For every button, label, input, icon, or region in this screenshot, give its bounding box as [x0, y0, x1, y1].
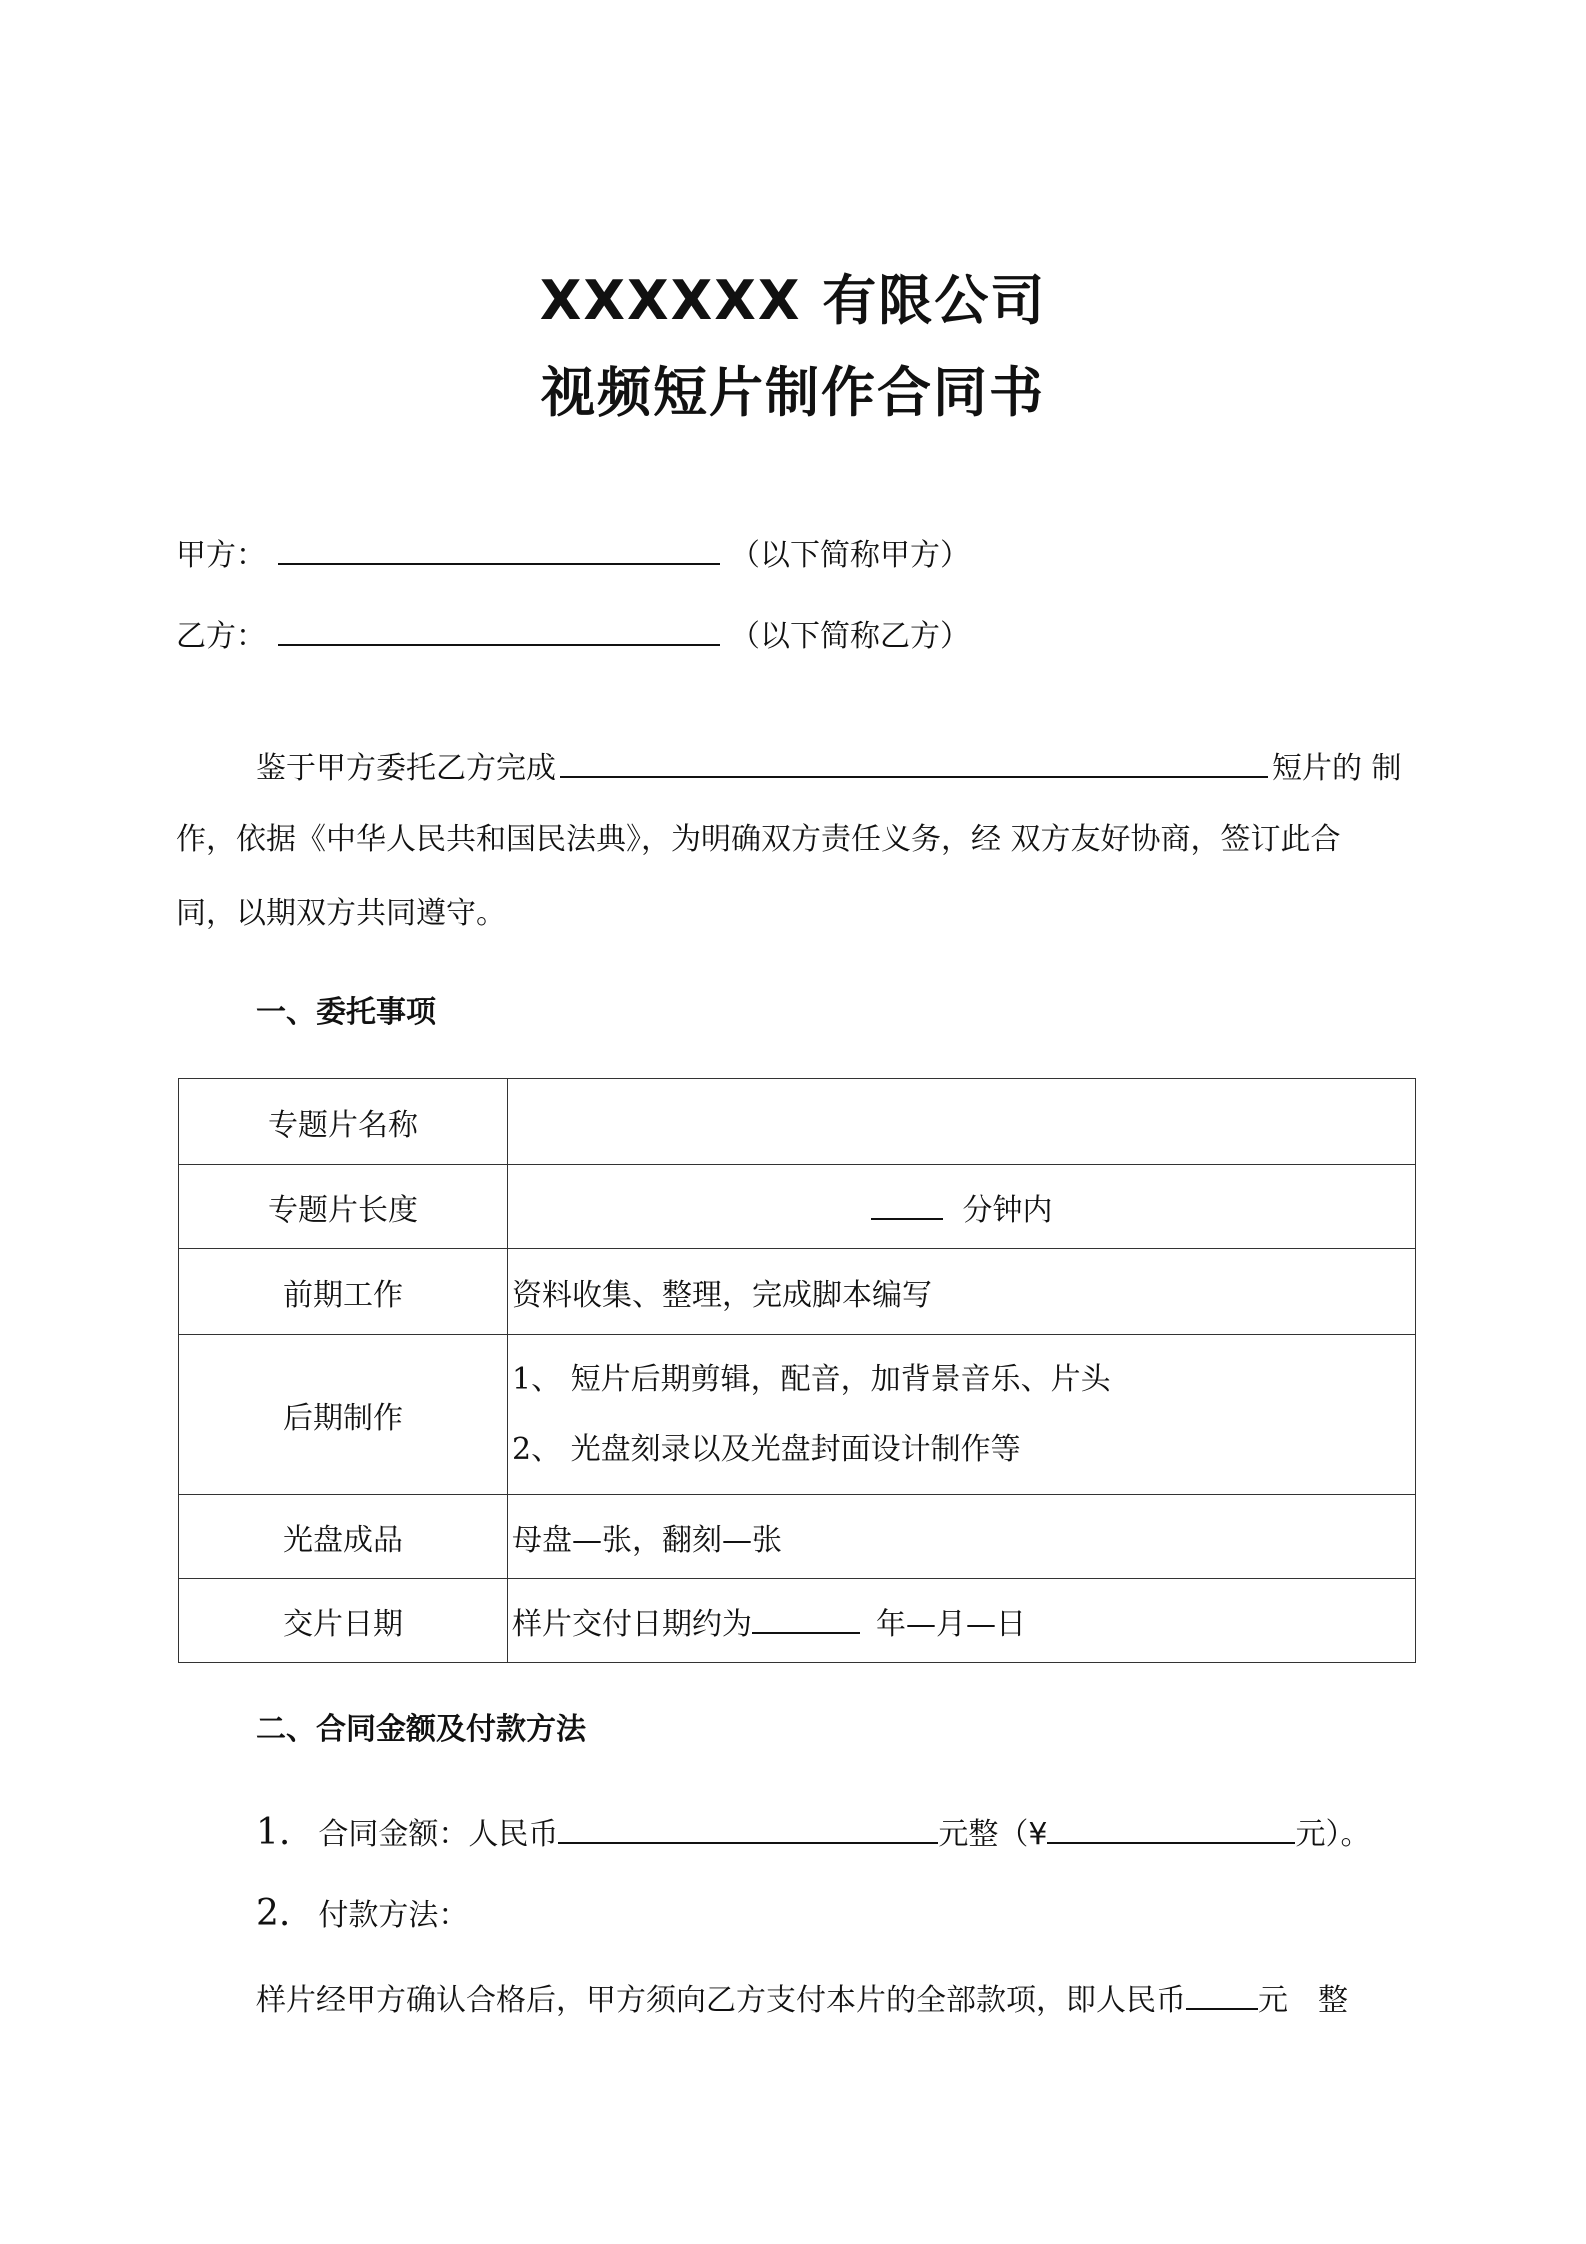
- row-value: [508, 1165, 1416, 1249]
- delivery-prefix: 样片交付日期约为: [512, 1606, 752, 1642]
- intro-prefix: 鉴于甲方委托乙方完成: [256, 751, 556, 786]
- party-b-line: [176, 614, 970, 657]
- post-item-1: 1、 短片后期剪辑，配音，加背景音乐、片头: [512, 1361, 1111, 1397]
- document-title: 视频短片制作合同书: [541, 361, 1045, 424]
- commission-table: [178, 1078, 1416, 1663]
- table-row: [179, 1579, 1416, 1663]
- party-b-suffix: （以下简称乙方）: [730, 619, 970, 654]
- delivery-suffix: 年—月—日: [876, 1606, 1026, 1642]
- payment-method-line: [256, 1894, 468, 1936]
- row-value: 资料收集、整理，完成脚本编写: [508, 1249, 1416, 1335]
- post-item-2: 2、 光盘刻录以及光盘封面设计制作等: [512, 1431, 1021, 1467]
- intro-line-2: 作，依据《中华人民共和国民法典》，为明确双方责任义务，经 双方友好协商，签订此合: [176, 822, 1341, 857]
- party-a-label: 甲方：: [176, 538, 266, 573]
- party-b-blank: [278, 614, 720, 646]
- intro-line-1: [256, 746, 1402, 789]
- intro-suffix: 短片的 制: [1272, 751, 1402, 786]
- table-row: [179, 1079, 1416, 1165]
- delivery-year-blank: [752, 1602, 860, 1634]
- payment-suffix: 元 整: [1258, 1983, 1348, 2018]
- company-name: XXXXXX 有限公司: [539, 269, 1047, 332]
- item-2-number: 2.: [256, 1893, 291, 1934]
- amount-suffix: 元）。: [1295, 1817, 1371, 1852]
- row-value: [508, 1079, 1416, 1165]
- payment-amount-blank: [1186, 1978, 1258, 2010]
- section-2-heading: 二、合同金额及付款方法: [256, 1712, 586, 1747]
- length-unit: 分钟内: [962, 1192, 1053, 1228]
- row-label: 光盘成品: [179, 1495, 508, 1579]
- row-label: 前期工作: [179, 1249, 508, 1335]
- row-value: 母盘—张，翻刻—张: [508, 1495, 1416, 1579]
- row-label: 专题片长度: [179, 1165, 508, 1249]
- row-label: 专题片名称: [179, 1079, 508, 1165]
- intro-line-3: 同，以期双方共同遵守。: [176, 896, 506, 931]
- length-blank: [871, 1188, 943, 1220]
- payment-prefix: 样片经甲方确认合格后，甲方须向乙方支付本片的全部款项，即人民币: [256, 1983, 1186, 2018]
- payment-terms-line: [256, 1978, 1348, 2021]
- row-value: [508, 1335, 1416, 1495]
- amount-line: [256, 1812, 1370, 1855]
- amount-prefix: 合同金额：人民币: [318, 1817, 559, 1852]
- amount-mid: 元整（¥: [938, 1817, 1048, 1852]
- table-row: [179, 1495, 1416, 1579]
- payment-method-label: 付款方法：: [318, 1898, 469, 1933]
- table-row: [179, 1249, 1416, 1335]
- row-label: 后期制作: [179, 1335, 508, 1495]
- table-row: [179, 1165, 1416, 1249]
- party-a-suffix: （以下简称甲方）: [730, 538, 970, 573]
- table-row: [179, 1335, 1416, 1495]
- section-1-heading: 一、委托事项: [256, 995, 436, 1030]
- item-1-number: 1.: [256, 1812, 291, 1853]
- row-label: 交片日期: [179, 1579, 508, 1663]
- project-blank: [560, 746, 1268, 778]
- row-value: [508, 1579, 1416, 1663]
- party-a-blank: [278, 533, 720, 565]
- party-a-line: [176, 533, 970, 576]
- amount-figure-blank: [1047, 1812, 1295, 1844]
- amount-words-blank: [558, 1812, 938, 1844]
- party-b-label: 乙方：: [176, 619, 266, 654]
